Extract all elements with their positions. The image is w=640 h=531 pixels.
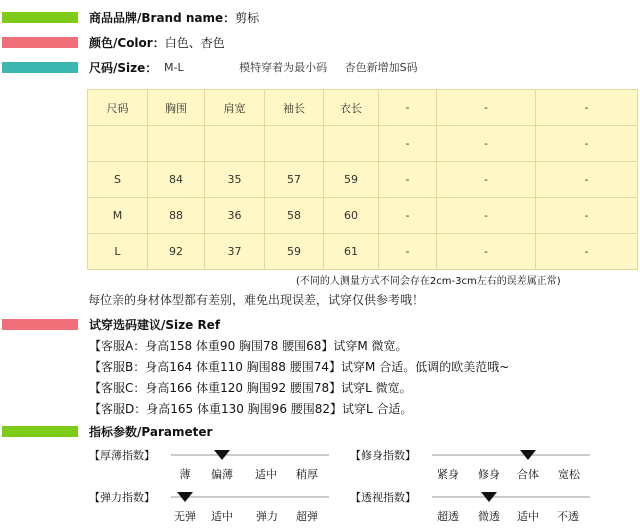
disclaimer-text: 每位亲的身材体型都有差别，难免出现误差，试穿仅供参考哦！	[88, 293, 425, 307]
table-cell: -	[437, 198, 536, 234]
size-table	[87, 89, 638, 270]
color-row	[0, 31, 225, 53]
selected-pointer-icon	[481, 492, 497, 502]
parameter-label: 【弹力指数】	[89, 491, 155, 504]
table-cell: 肩宽	[205, 90, 265, 126]
table-row	[88, 198, 638, 234]
parameter-label: 【厚薄指数】	[89, 449, 155, 462]
size-label: 尺码/Size：	[89, 60, 158, 75]
red-bar	[2, 319, 78, 330]
green-bar	[2, 12, 78, 23]
scale-option: 微透	[478, 510, 500, 523]
size-ref-item: 【客服C：身高166 体重120 胸围92 腰围78】试穿L 微宽。	[89, 381, 412, 395]
table-cell: -	[536, 198, 638, 234]
table-cell: 尺码	[88, 90, 148, 126]
table-cell: -	[379, 126, 437, 162]
size-value: M-L	[164, 61, 184, 74]
table-cell: 衣长	[324, 90, 379, 126]
size-ref-title: 试穿选码建议/Size Ref	[89, 317, 221, 332]
table-cell: L	[88, 234, 148, 270]
size-ref-item: 【客服D：身高165 体重130 胸围96 腰围82】试穿L 合适。	[89, 402, 413, 416]
scale-option: 适中	[211, 510, 233, 523]
table-row	[88, 162, 638, 198]
table-cell: -	[437, 162, 536, 198]
table-cell: 胸围	[148, 90, 205, 126]
table-cell: -	[379, 162, 437, 198]
size-ref-item: 【客服B：身高164 体重110 胸围88 腰围74】试穿M 合适。低调的欧美范哦~	[89, 360, 510, 374]
table-cell	[148, 126, 205, 162]
table-cell: 60	[324, 198, 379, 234]
color-text: 颜色/Color：白色、杏色	[89, 35, 225, 50]
scale-option: 适中	[255, 468, 277, 481]
parameter-label: 【修身指数】	[350, 449, 416, 462]
scale-option: 超弹	[296, 510, 318, 523]
table-cell: 37	[205, 234, 265, 270]
table-row	[88, 126, 638, 162]
table-cell: -	[536, 126, 638, 162]
table-cell: -	[379, 90, 437, 126]
selected-pointer-icon	[520, 450, 536, 460]
table-cell: 61	[324, 234, 379, 270]
scale-option: 偏薄	[211, 468, 233, 481]
table-cell	[205, 126, 265, 162]
table-cell: M	[88, 198, 148, 234]
table-cell: -	[536, 90, 638, 126]
brand-text: 商品品牌/Brand name：剪标	[89, 10, 260, 25]
parameter-header	[0, 420, 212, 442]
scale-option: 薄	[179, 468, 191, 481]
table-cell: -	[437, 126, 536, 162]
table-cell: -	[437, 234, 536, 270]
green-bar	[2, 426, 78, 437]
scale-option: 修身	[478, 468, 500, 481]
table-cell: 59	[324, 162, 379, 198]
brand-row	[0, 6, 259, 28]
elasticity-index	[89, 489, 329, 531]
size-ref-header	[0, 313, 220, 335]
table-cell: 袖长	[265, 90, 324, 126]
parameter-title: 指标参数/Parameter	[89, 424, 213, 439]
size-note-model: 模特穿着为最小码	[239, 61, 328, 74]
table-cell: 57	[265, 162, 324, 198]
table-cell: 88	[148, 198, 205, 234]
thickness-index	[89, 447, 329, 489]
parameter-label: 【透视指数】	[350, 491, 416, 504]
table-cell	[88, 126, 148, 162]
transparency-index	[350, 489, 590, 531]
table-header-row	[88, 90, 638, 126]
scale-option: 不透	[557, 510, 579, 523]
table-cell: 59	[265, 234, 324, 270]
selected-pointer-icon	[177, 492, 193, 502]
selected-pointer-icon	[214, 450, 230, 460]
size-details	[164, 59, 432, 75]
table-cell: S	[88, 162, 148, 198]
scale-option: 弹力	[256, 510, 278, 523]
scale-line	[171, 454, 329, 456]
table-cell: -	[379, 198, 437, 234]
scale-option: 超透	[437, 510, 459, 523]
scale-line	[171, 496, 329, 498]
table-cell: 36	[205, 198, 265, 234]
table-cell: -	[536, 162, 638, 198]
table-cell: 92	[148, 234, 205, 270]
size-note-new: 杏色新增加S码	[344, 61, 418, 74]
teal-bar	[2, 62, 78, 73]
table-cell	[324, 126, 379, 162]
table-cell: -	[536, 234, 638, 270]
table-cell: -	[437, 90, 536, 126]
scale-option: 宽松	[558, 468, 580, 481]
table-row	[88, 234, 638, 270]
table-cell: 84	[148, 162, 205, 198]
measure-note: (不同的人测量方式不同会存在2cm-3cm左右的误差属正常)	[296, 276, 561, 287]
fit-index	[350, 447, 590, 489]
size-ref-item: 【客服A：身高158 体重90 胸围78 腰围68】试穿M 微宽。	[89, 339, 408, 353]
size-row	[0, 56, 157, 78]
scale-option: 紧身	[437, 468, 459, 481]
red-bar	[2, 37, 78, 48]
scale-option: 稍厚	[296, 468, 318, 481]
table-cell: 58	[265, 198, 324, 234]
table-cell	[265, 126, 324, 162]
scale-option: 合体	[517, 468, 539, 481]
scale-line	[432, 454, 590, 456]
scale-option: 无弹	[174, 510, 196, 523]
scale-line	[432, 496, 590, 498]
scale-option: 适中	[517, 510, 539, 523]
table-cell: 35	[205, 162, 265, 198]
table-cell: -	[379, 234, 437, 270]
